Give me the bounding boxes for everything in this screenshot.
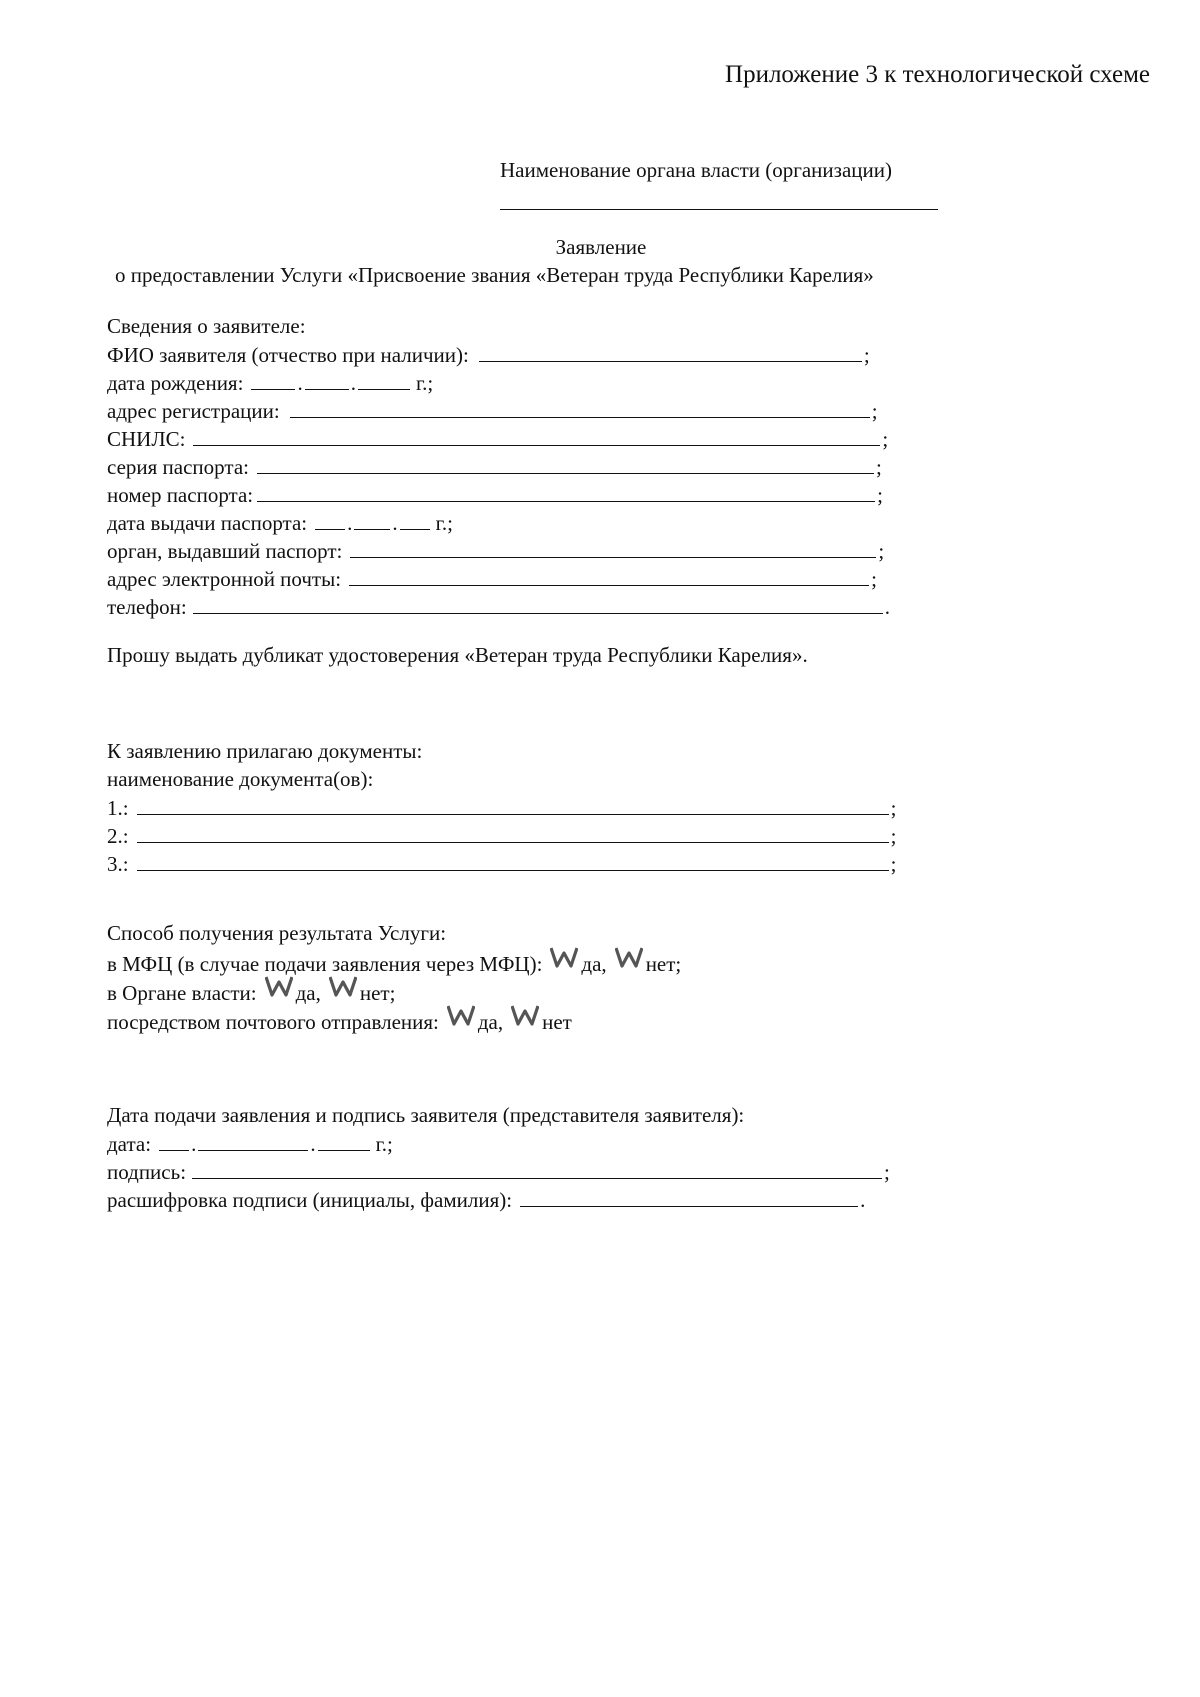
passport-issuer-field[interactable] — [350, 540, 876, 558]
appendix-header: Приложение 3 к технологической схеме — [725, 61, 1150, 88]
punct: . — [860, 1188, 866, 1212]
delivery-mail-row — [107, 1009, 572, 1033]
mail-yes-checkbox[interactable] — [447, 1009, 475, 1029]
punct: . — [191, 1132, 197, 1156]
fio-label: ФИО заявителя (отчество при наличии): — [107, 343, 469, 367]
yes-label: да, — [477, 1010, 504, 1034]
documents-heading: К заявлению прилагаю документы: — [107, 739, 423, 763]
document-field-3[interactable] — [137, 853, 889, 871]
submit-day-field[interactable] — [159, 1133, 189, 1151]
documents-subheading: наименование документа(ов): — [107, 767, 374, 791]
org-name-label: Наименование органа власти (организации) — [500, 158, 892, 182]
submit-date-label: дата: — [107, 1132, 152, 1156]
punct: . — [347, 511, 353, 535]
sign-label: подпись: — [107, 1160, 187, 1184]
document-item — [107, 825, 896, 847]
submit-month-field[interactable] — [198, 1133, 308, 1151]
delivery-mfc-row — [107, 951, 681, 975]
birth-day-field[interactable] — [251, 372, 295, 390]
punct: ; — [890, 824, 897, 848]
punct: ; — [890, 796, 897, 820]
submit-date-row — [107, 1133, 393, 1155]
snils-row — [107, 428, 888, 450]
phone-row — [107, 596, 890, 618]
delivery-heading: Способ получения результата Услуги: — [107, 921, 447, 945]
birth-year-field[interactable] — [358, 372, 410, 390]
mail-no-checkbox[interactable] — [511, 1009, 539, 1029]
passport-series-field[interactable] — [257, 456, 874, 474]
passport-number-label: номер паспорта: — [107, 483, 254, 507]
reg-address-row — [107, 400, 878, 422]
passport-month-field[interactable] — [354, 512, 390, 530]
fio-field[interactable] — [479, 344, 862, 362]
reg-address-field[interactable] — [290, 400, 870, 418]
phone-field[interactable] — [193, 596, 883, 614]
authority-no-checkbox[interactable] — [329, 980, 357, 1000]
authority-yes-checkbox[interactable] — [265, 980, 293, 1000]
birth-label: дата рождения: — [107, 371, 244, 395]
snils-label: СНИЛС: — [107, 427, 186, 451]
document-number: 3.: — [107, 852, 129, 876]
email-field[interactable] — [349, 568, 869, 586]
email-row — [107, 568, 877, 590]
sign-decode-label: расшифровка подписи (инициалы, фамилия): — [107, 1188, 513, 1212]
delivery-mail-label: посредством почтового отправления: — [107, 1010, 439, 1034]
punct: ; — [863, 343, 870, 367]
document-title: Заявление — [555, 235, 647, 259]
document-number: 2.: — [107, 824, 129, 848]
passport-issuer-row — [107, 540, 884, 562]
passport-date-row — [107, 512, 453, 534]
snils-field[interactable] — [193, 428, 880, 446]
punct: ; — [871, 567, 877, 591]
passport-number-row — [107, 484, 883, 506]
sign-row — [107, 1161, 890, 1183]
sign-decode-field[interactable] — [520, 1189, 858, 1207]
document-item — [107, 853, 896, 875]
year-suffix: г.; — [375, 1132, 393, 1156]
applicant-heading: Сведения о заявителе: — [107, 314, 306, 338]
passport-series-row — [107, 456, 882, 478]
delivery-mfc-label: в МФЦ (в случае подачи заявления через МФЦ): — [107, 952, 543, 976]
year-suffix: г.; — [435, 511, 453, 535]
birth-month-field[interactable] — [305, 372, 349, 390]
signature-heading: Дата подачи заявления и подпись заявителя (представителя заявителя): — [107, 1103, 745, 1127]
document-field-2[interactable] — [137, 825, 889, 843]
no-label: нет; — [359, 981, 396, 1005]
document-item — [107, 797, 896, 819]
document-field-1[interactable] — [137, 797, 889, 815]
passport-number-field[interactable] — [257, 484, 875, 502]
phone-label: телефон: — [107, 595, 187, 619]
punct: . — [350, 371, 356, 395]
passport-series-label: серия паспорта: — [107, 455, 249, 479]
punct: ; — [875, 455, 882, 479]
punct: ; — [877, 483, 883, 507]
passport-issuer-label: орган, выдавший паспорт: — [107, 539, 343, 563]
no-label: нет — [542, 1010, 572, 1034]
punct: ; — [878, 539, 885, 563]
year-suffix: г.; — [415, 371, 434, 395]
punct: ; — [871, 399, 878, 423]
request-text: Прошу выдать дубликат удостоверения «Ветеран труда Республики Карелия». — [107, 643, 808, 667]
punct: . — [392, 511, 398, 535]
punct: ; — [882, 427, 889, 451]
delivery-authority-label: в Органе власти: — [107, 981, 257, 1005]
punct: . — [297, 371, 303, 395]
document-number: 1.: — [107, 796, 129, 820]
org-name-field[interactable] — [500, 209, 938, 210]
punct: . — [310, 1132, 316, 1156]
no-label: нет; — [645, 952, 682, 976]
delivery-authority-row — [107, 980, 395, 1004]
yes-label: да, — [295, 981, 321, 1005]
sign-decode-row — [107, 1189, 865, 1211]
reg-address-label: адрес регистрации: — [107, 399, 280, 423]
yes-label: да, — [581, 952, 607, 976]
sign-field[interactable] — [192, 1161, 882, 1179]
passport-year-field[interactable] — [400, 512, 430, 530]
fio-row — [107, 344, 870, 366]
submit-year-field[interactable] — [318, 1133, 370, 1151]
birth-row — [107, 372, 433, 394]
mfc-yes-checkbox[interactable] — [550, 951, 578, 971]
document-subtitle: о предоставлении Услуги «Присвоение звания «Ветеран труда Республики Карелия» — [115, 263, 874, 287]
mfc-no-checkbox[interactable] — [615, 951, 643, 971]
punct: . — [884, 595, 890, 619]
passport-day-field[interactable] — [315, 512, 345, 530]
punct: ; — [890, 852, 897, 876]
email-label: адрес электронной почты: — [107, 567, 342, 591]
passport-date-label: дата выдачи паспорта: — [107, 511, 308, 535]
punct: ; — [884, 1160, 890, 1184]
